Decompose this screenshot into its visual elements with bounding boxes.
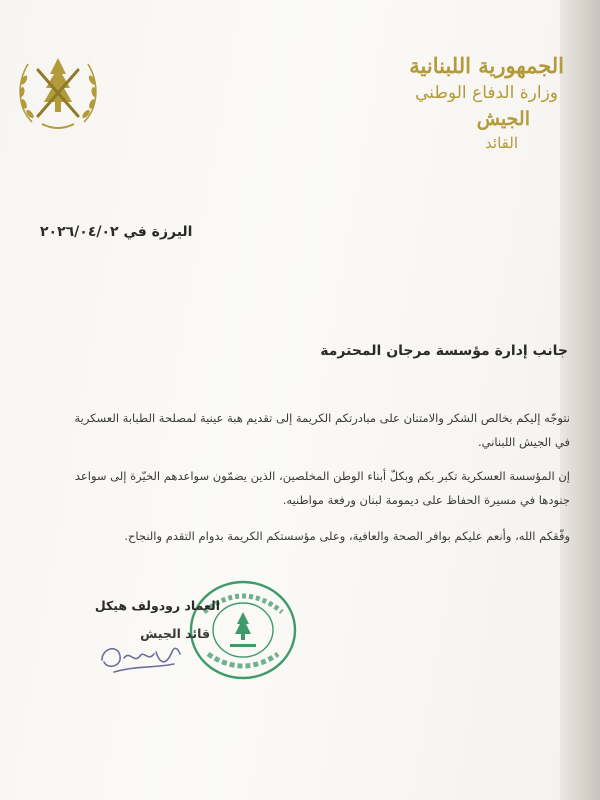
date-line: اليرزة في ٢٠٢٦/٠٤/٠٢ xyxy=(40,224,193,240)
paragraph-thanks: نتوجّه إليكم بخالص الشكر والامتنان على مبادرتكم الكريمة إلى تقديم هبة عينية لمصلحة الطبابة العسكرية في الجيش اللبناني. xyxy=(74,411,570,449)
letterhead xyxy=(304,52,564,154)
letterhead-country: الجمهورية اللبنانية xyxy=(409,53,564,78)
paragraph-closing: وفّقكم الله، وأنعم عليكم بوافر الصحة والعافية، وعلى مؤسستكم الكريمة بدوام التقدم والنجاح. xyxy=(124,529,570,543)
signatory-name: العماد رودولف هيكل xyxy=(94,598,220,613)
letterhead-ministry: وزارة الدفاع الوطني xyxy=(415,83,558,103)
lebanese-army-emblem-icon xyxy=(12,44,104,140)
letterhead-army: الجيش xyxy=(476,108,530,130)
addressee: جانب إدارة مؤسسة مرجان المحترمة xyxy=(320,343,568,359)
signatory-title: قائد الجيش xyxy=(140,626,210,641)
paragraph-institution: إن المؤسسة العسكرية تكبر بكم وبكلّ أبناء الوطن المخلصين، الذين يضمّون سواعدهم الخيّرة إلى سواعد جنودها في مسيرة الحفاظ على ديمومة لبنان ورفعة مواطنيه. xyxy=(74,469,570,507)
letterhead-office: القائد xyxy=(485,134,518,152)
page-edge xyxy=(560,0,600,800)
